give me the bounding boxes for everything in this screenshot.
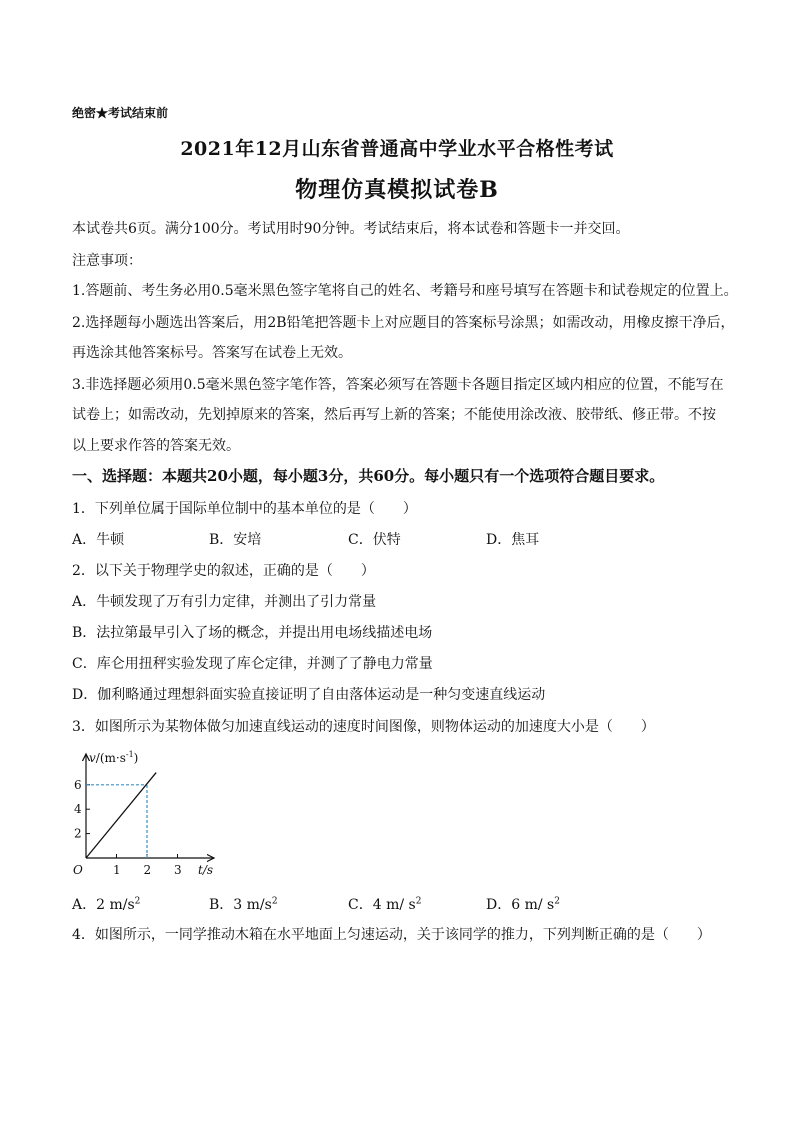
q1-option-c: C．伏特 xyxy=(348,532,401,548)
q4-stem: 4．如图所示，一同学推动木箱在水平地面上匀速运动，关于该同学的推力，下列判断正确的是（ ） xyxy=(72,927,711,943)
q3-option-b: B．3 $m/s^2$ xyxy=(209,896,278,913)
x-tick-label: 2 xyxy=(143,863,152,877)
section-heading: 一、选择题：本题共20小题，每小题3分，共60分。每小题只有一个选项符合题目要求。 xyxy=(72,467,665,485)
q2-option-b: B．法拉第最早引入了场的概念，并提出用电场线描述电场 xyxy=(72,625,433,641)
notice-item-3-line1: 3.非选择题必须用0.5毫米黑色签字笔作答，答案必须写在答题卡各题目指定区域内相应的位置，不能写在 xyxy=(72,377,724,393)
notice-item-2-line2: 再选涂其他答案标号。答案写在试卷上无效。 xyxy=(72,345,352,361)
intro-text: 本试卷共6页。满分100分。考试用时90分钟。考试结束后，将本试卷和答题卡一并交回。 xyxy=(72,221,630,237)
q1-option-a: A．牛顿 xyxy=(72,532,125,548)
velocity-time-graph xyxy=(68,748,228,880)
q2-option-a: A．牛顿发现了万有引力定律，并测出了引力常量 xyxy=(72,594,377,610)
q2-option-c: C．库仑用扭秤实验发现了库仑定律，并测了了静电力常量 xyxy=(72,656,433,672)
q2-option-d: D．伽利略通过理想斜面实验直接证明了自由落体运动是一种匀变速直线运动 xyxy=(72,687,546,703)
q1-option-b: B．安培 xyxy=(209,532,262,548)
notice-item-2-line1: 2.选择题每小题选出答案后，用2B铅笔把答题卡上对应题目的答案标号涂黑；如需改动，用橡皮擦干净后， xyxy=(72,315,735,331)
q3-option-c: C．4 m/ $s^2$ xyxy=(348,896,422,913)
q3-stem: 3．如图所示为某物体做匀加速直线运动的速度时间图像，则物体运动的加速度大小是（ ） xyxy=(72,719,655,735)
y-tick-label: 6 xyxy=(74,777,82,792)
x-tick-label: 3 xyxy=(174,863,182,877)
notice-item-1: 1.答题前、考生务必用0.5毫米黑色签字笔将自己的姓名、考籍号和座号填写在答题卡和试卷规定的位置上。 xyxy=(72,283,738,299)
exam-title: 2021年12月山东省普通高中学业水平合格性考试 xyxy=(180,138,614,160)
y-axis-label: $v/(m\cdot s^{-1})$ xyxy=(89,750,139,765)
confidential-label: 绝密★考试结束前 xyxy=(72,106,169,120)
q2-stem: 2．以下关于物理学史的叙述，正确的是（ ） xyxy=(72,563,375,579)
velocity-line xyxy=(86,773,156,858)
q3-option-d: D．6 m/ $s^2$ xyxy=(486,896,560,913)
q3-option-a: A．2 $m/s^2$ xyxy=(72,896,141,913)
x-tick-label: 1 xyxy=(113,863,121,877)
y-tick-label: 2 xyxy=(74,826,82,841)
q1-stem: 1．下列单位属于国际单位制中的基本单位的是（ ） xyxy=(72,501,417,517)
notice-heading: 注意事项： xyxy=(72,253,142,269)
y-tick-label: 4 xyxy=(74,802,82,817)
q1-option-d: D．焦耳 xyxy=(486,532,540,548)
paper-subtitle: 物理仿真模拟试卷B xyxy=(295,177,499,203)
origin-label: O xyxy=(73,863,83,877)
x-axis-label: t/s xyxy=(198,863,214,877)
notice-item-3-line2: 试卷上；如需改动，先划掉原来的答案，然后再写上新的答案；不能使用涂改液、胶带纸、修正带。不按 xyxy=(72,407,716,423)
notice-item-3-line3: 以上要求作答的答案无效。 xyxy=(72,438,240,454)
